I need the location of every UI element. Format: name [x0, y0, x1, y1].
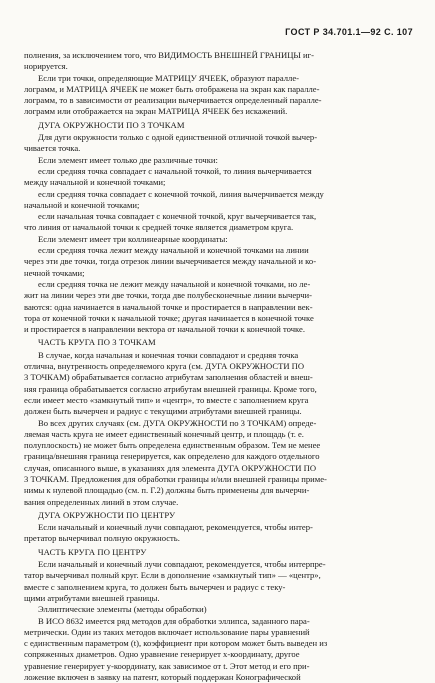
text-line: 3 ТОЧКАМ. Предложения для обработки границы и/или внешней границы приме- [24, 473, 327, 484]
section-heading: ДУГА ОКРУЖНОСТИ ПО ЦЕНТРУ [38, 509, 176, 520]
text-line: лограмм, то в зависимости от реализации вычерчивается определенный паралле- [24, 95, 322, 106]
text-line: Эллиптические элементы (методы обработки) [38, 604, 207, 615]
text-line: если начальная точка совпадает с конечной точкой, круг вычерчивается так, [38, 211, 317, 222]
text-line: нимы к нулевой площадью (см. п. Г.2) должны быть применены для вычерчи- [24, 485, 310, 496]
text-line: татор вычерчивал полный круг. Если в дополнение «замкнутый тип» — «центр», [24, 570, 321, 581]
text-line: отлична, внутренность определяемого круга (см. ДУГА ОКРУЖНОСТИ ПО [24, 361, 305, 372]
text-line: В случае, когда начальная и конечная точки совпадают и средняя точка [38, 349, 299, 360]
text-line: нечной точками; [24, 267, 85, 278]
text-line: Если начальный и конечный лучи совпадают, рекомендуется, чтобы интер- [38, 522, 313, 533]
text-line: ляемая часть круга не имеет единственный конечный центр, и площадь (т. е. [24, 428, 304, 439]
text-line: норируется. [24, 61, 68, 72]
text-line: вания определенных линий в этом случае. [24, 496, 179, 507]
section-heading: ЧАСТЬ КРУГА ПО 3 ТОЧКАМ [38, 337, 156, 348]
text-line: щими атрибутами внешней границы. [24, 592, 160, 603]
text-line: должен быть вычерчен и радиус с текущими атрибутами внешней границы. [24, 406, 302, 417]
text-line: лограмм или отображается на экран МАТРИЦА ЯЧЕЕК без искажений. [24, 106, 288, 117]
text-line: полнения, за исключением того, что ВИДИМОСТЬ ВНЕШНЕЙ ГРАНИЦЫ иг- [24, 50, 315, 60]
text-line: 3 ТОЧКАМ) обрабатывается согласно атрибутам заполнения областей и внеш- [24, 372, 313, 383]
text-line: что линия от начальной точки к средней точке является диаметром круга. [24, 222, 294, 233]
text-line: сопряженных диаметров. Одно уравнение генерирует x-координату, другое [24, 649, 300, 660]
text-line: через эти две точки, тогда отрезок линии вычерчивается между начальной и ко- [24, 256, 317, 267]
text-line: ложение включен в заявку на патент, который поддержан Конографической [24, 672, 301, 683]
text-line: Если элемент имеет только две различные точки: [38, 154, 218, 165]
text-line: если средняя точка лежит между начальной и конечной точками на линии [38, 245, 309, 256]
text-line: если имеет место «замкнутый тип» и «центр», то вместе с заполнением круга [24, 394, 309, 405]
page-header: ГОСТ Р 34.701.1—92 С. 107 [285, 27, 413, 37]
text-line: лограмм, и МАТРИЦА ЯЧЕЕК не может быть отображена на экран как паралле- [24, 83, 320, 94]
text-line: уравнение генерирует y-координату, как зависимое от t. Этот метод и его при- [24, 660, 310, 671]
text-line: граница/внешняя граница генерируется, как определено для каждого отдельного [24, 451, 320, 462]
text-line: случая, описанного выше, в указаниях для элемента ДУГА ОКРУЖНОСТИ ПО [24, 462, 317, 473]
text-line: Если элемент имеет три коллинеарные координаты: [38, 233, 228, 244]
text-line: Во всех других случаях (см. ДУГА ОКРУЖНОСТИ по 3 ТОЧКАМ) опреде- [38, 417, 317, 428]
text-line: полуплоскость) не может быть определена единственным образом. Тем не менее [24, 440, 321, 451]
text-line: няя граница обрабатывается согласно атрибутам внешней границы. Кроме того, [24, 383, 317, 394]
text-line: ваются: одна начинается в начальной точке и простирается в направлении век- [24, 301, 313, 312]
text-line: претатор вычерчивал полную окружность. [24, 533, 180, 544]
text-line: метрически. Один из таких методов включает использование пары уравнений [24, 626, 310, 637]
text-line: если средняя точка совпадает с начальной точкой, то линия вычерчивается [38, 165, 312, 176]
text-line: Для дуги окружности только с одной единственной отличной точкой вычер- [38, 132, 318, 143]
text-line: и простирается в направлении вектора от начальной точки к конечной точке. [24, 324, 305, 335]
text-line: между начальной и конечной точками; [24, 177, 166, 188]
text-line: Если три точки, определяющие МАТРИЦУ ЯЧЕЕК, образуют паралле- [38, 72, 300, 83]
text-line: В ИСО 8632 имеется ряд методов для обработки эллипса, заданного пара- [38, 615, 310, 626]
text-line: с единственным параметром (t), коэффициент при котором может быть выведен из [24, 638, 328, 649]
section-heading: ДУГА ОКРУЖНОСТИ ПО 3 ТОЧКАМ [38, 119, 185, 130]
text-line: начальной и конечной точками; [24, 199, 140, 210]
document-body [24, 50, 419, 683]
text-line: Если начальный и конечный лучи совпадают, рекомендуется, чтобы интерпре- [38, 559, 326, 570]
text-line: чивается точка. [24, 143, 81, 154]
text-line: жит на линии через эти две точки, тогда две полубесконечные линии вычерчи- [24, 290, 313, 301]
text-line: если средняя точка не лежит между начальной и конечной точками, но ле- [38, 278, 311, 289]
text-line: тора от конечной точки к начальной точке; другая начинается в конечной точке [24, 312, 314, 323]
text-line: если средняя точка совпадает с конечной точкой, линия вычерчивается между [38, 188, 324, 199]
section-heading: ЧАСТЬ КРУГА ПО ЦЕНТРУ [38, 546, 147, 557]
text-line: вместе с заполнением круга, то должен быть вычерчен и радиус с теку- [24, 581, 286, 592]
